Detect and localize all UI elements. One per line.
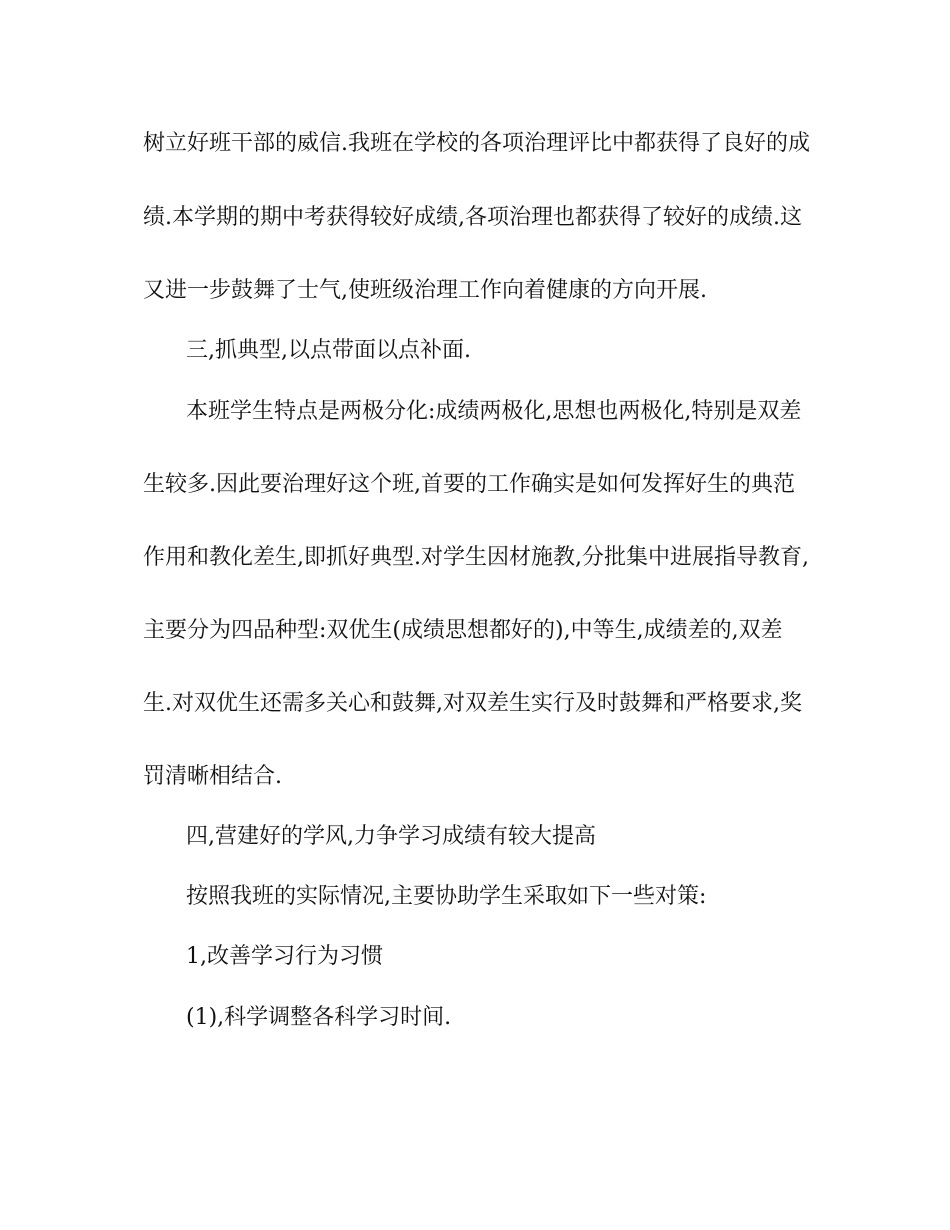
section-heading: 四,营建好的学风,力争学习成绩有较大提高 [186, 824, 596, 849]
text-line: 按照我班的实际情况,主要协助学生采取如下一些对策: [186, 884, 707, 909]
text-line: 又进一步鼓舞了士气,使班级治理工作向着健康的方向开展. [143, 278, 707, 303]
text-line: 树立好班干部的威信.我班在学校的各项治理评比中都获得了良好的成 [143, 131, 810, 156]
text-line: 绩.本学期的期中考获得较好成绩,各项治理也都获得了较好的成绩.这 [143, 205, 802, 230]
text-line: 生较多.因此要治理好这个班,首要的工作确实是如何发挥好生的典范 [143, 472, 795, 497]
text-line: 生.对双优生还需多关心和鼓舞,对双差生实行及时鼓舞和严格要求,奖 [143, 691, 802, 716]
text-line: 主要分为四品种型:双优生(成绩思想都好的),中等生,成绩差的,双差 [143, 618, 783, 643]
text-line: 作用和教化差生,即抓好典型.对学生因材施教,分批集中进展指导教育, [143, 545, 809, 570]
text-line: 本班学生特点是两极分化:成绩两极化,思想也两极化,特别是双差 [186, 399, 802, 424]
list-item: 1,改善学习行为习惯 [186, 944, 383, 969]
list-item: (1),科学调整各科学习时间. [186, 1005, 452, 1030]
section-heading: 三,抓典型,以点带面以点补面. [186, 338, 471, 363]
text-line: 罚清晰相结合. [143, 764, 282, 789]
